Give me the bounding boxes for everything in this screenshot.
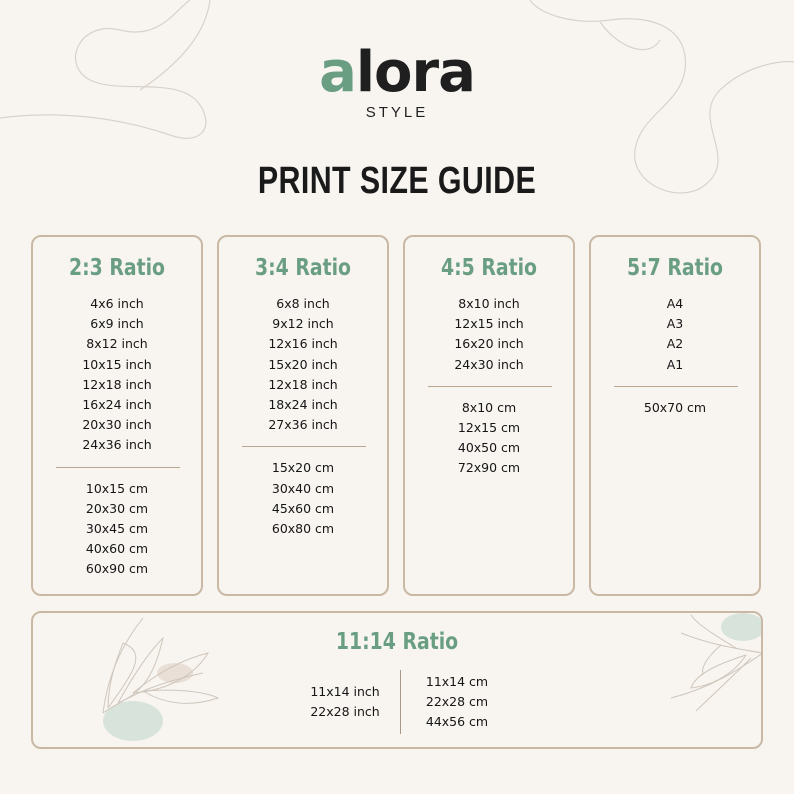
size-item: A1 [666,356,684,372]
brand-logo [0,38,794,108]
size-item: 11x14 inch [310,684,380,699]
size-item: 12x18 inch [268,376,338,392]
size-item: 27x36 inch [268,417,338,433]
size-item: 40x60 cm [85,541,149,557]
size-item: 18x24 inch [268,397,338,413]
ratio-card [217,235,389,596]
size-item: 60x90 cm [85,561,149,577]
size-item: 44x56 cm [425,714,489,730]
size-item: 20x30 inch [82,417,152,433]
size-item: A4 [666,296,684,311]
card-title: 11:14 Ratio [335,629,459,655]
section-divider [614,386,738,387]
size-item: 60x80 cm [271,521,335,536]
size-item: 24x36 inch [82,437,152,453]
cm-sizes [33,479,201,580]
size-item: 12x15 inch [454,316,524,332]
size-item: 12x18 inch [82,376,152,392]
cm-sizes [405,398,573,479]
ratio-card [589,235,761,596]
size-item: 8x10 inch [458,296,520,311]
page-title: PRINT SIZE GUIDE [257,160,537,202]
size-item: 15x20 inch [268,356,338,372]
ratio-card [403,235,575,596]
size-item: 12x15 cm [457,420,521,435]
size-item: 11x14 cm [425,674,489,689]
size-item: 30x45 cm [85,521,149,536]
size-item: 72x90 cm [457,460,521,476]
card-title: 5:7 Ratio [626,255,724,281]
size-item: 8x12 inch [86,336,148,352]
size-item: 22x28 inch [310,704,380,720]
size-item: 40x50 cm [457,440,521,456]
size-item: 45x60 cm [271,500,335,516]
size-item: 20x30 cm [85,500,149,516]
size-item: 10x15 cm [85,480,149,496]
inch-sizes [405,294,573,375]
size-item: A2 [666,336,684,352]
size-item: 30x40 cm [271,480,335,496]
logo-accent-letter: a [319,40,356,105]
card-title: 4:5 Ratio [440,255,538,281]
size-item: 4x6 inch [90,296,144,311]
logo-wordmark: lora [355,40,475,105]
section-divider [242,446,366,447]
inch-sizes [299,682,391,722]
size-item: 6x8 inch [276,296,330,311]
size-item: 16x24 inch [82,397,152,413]
card-title: 2:3 Ratio [68,255,166,281]
size-item: 15x20 cm [271,460,335,476]
logo-tagline: STYLE [365,104,429,121]
size-item: 8x10 cm [461,399,517,415]
cm-sizes [411,672,503,733]
size-item: 10x15 inch [82,356,152,372]
section-divider [56,467,180,468]
inch-sizes [219,294,387,435]
size-item: 22x28 cm [425,694,489,710]
cm-sizes [219,458,387,539]
inch-sizes [33,294,201,456]
size-item: 12x16 inch [268,336,338,352]
cm-sizes [591,398,759,418]
size-item: 9x12 inch [272,316,334,332]
card-title: 3:4 Ratio [254,255,352,281]
size-item: A3 [666,316,684,332]
vertical-divider [400,670,401,734]
size-item: 24x30 inch [454,356,524,372]
size-item: 6x9 inch [90,316,144,332]
inch-sizes [591,294,759,375]
ratio-card-11-14 [31,611,763,749]
botanical-illustration-right [651,613,763,713]
size-item: 50x70 cm [643,399,707,415]
size-item: 16x20 inch [454,336,524,352]
section-divider [428,386,552,387]
ratio-card [31,235,203,596]
